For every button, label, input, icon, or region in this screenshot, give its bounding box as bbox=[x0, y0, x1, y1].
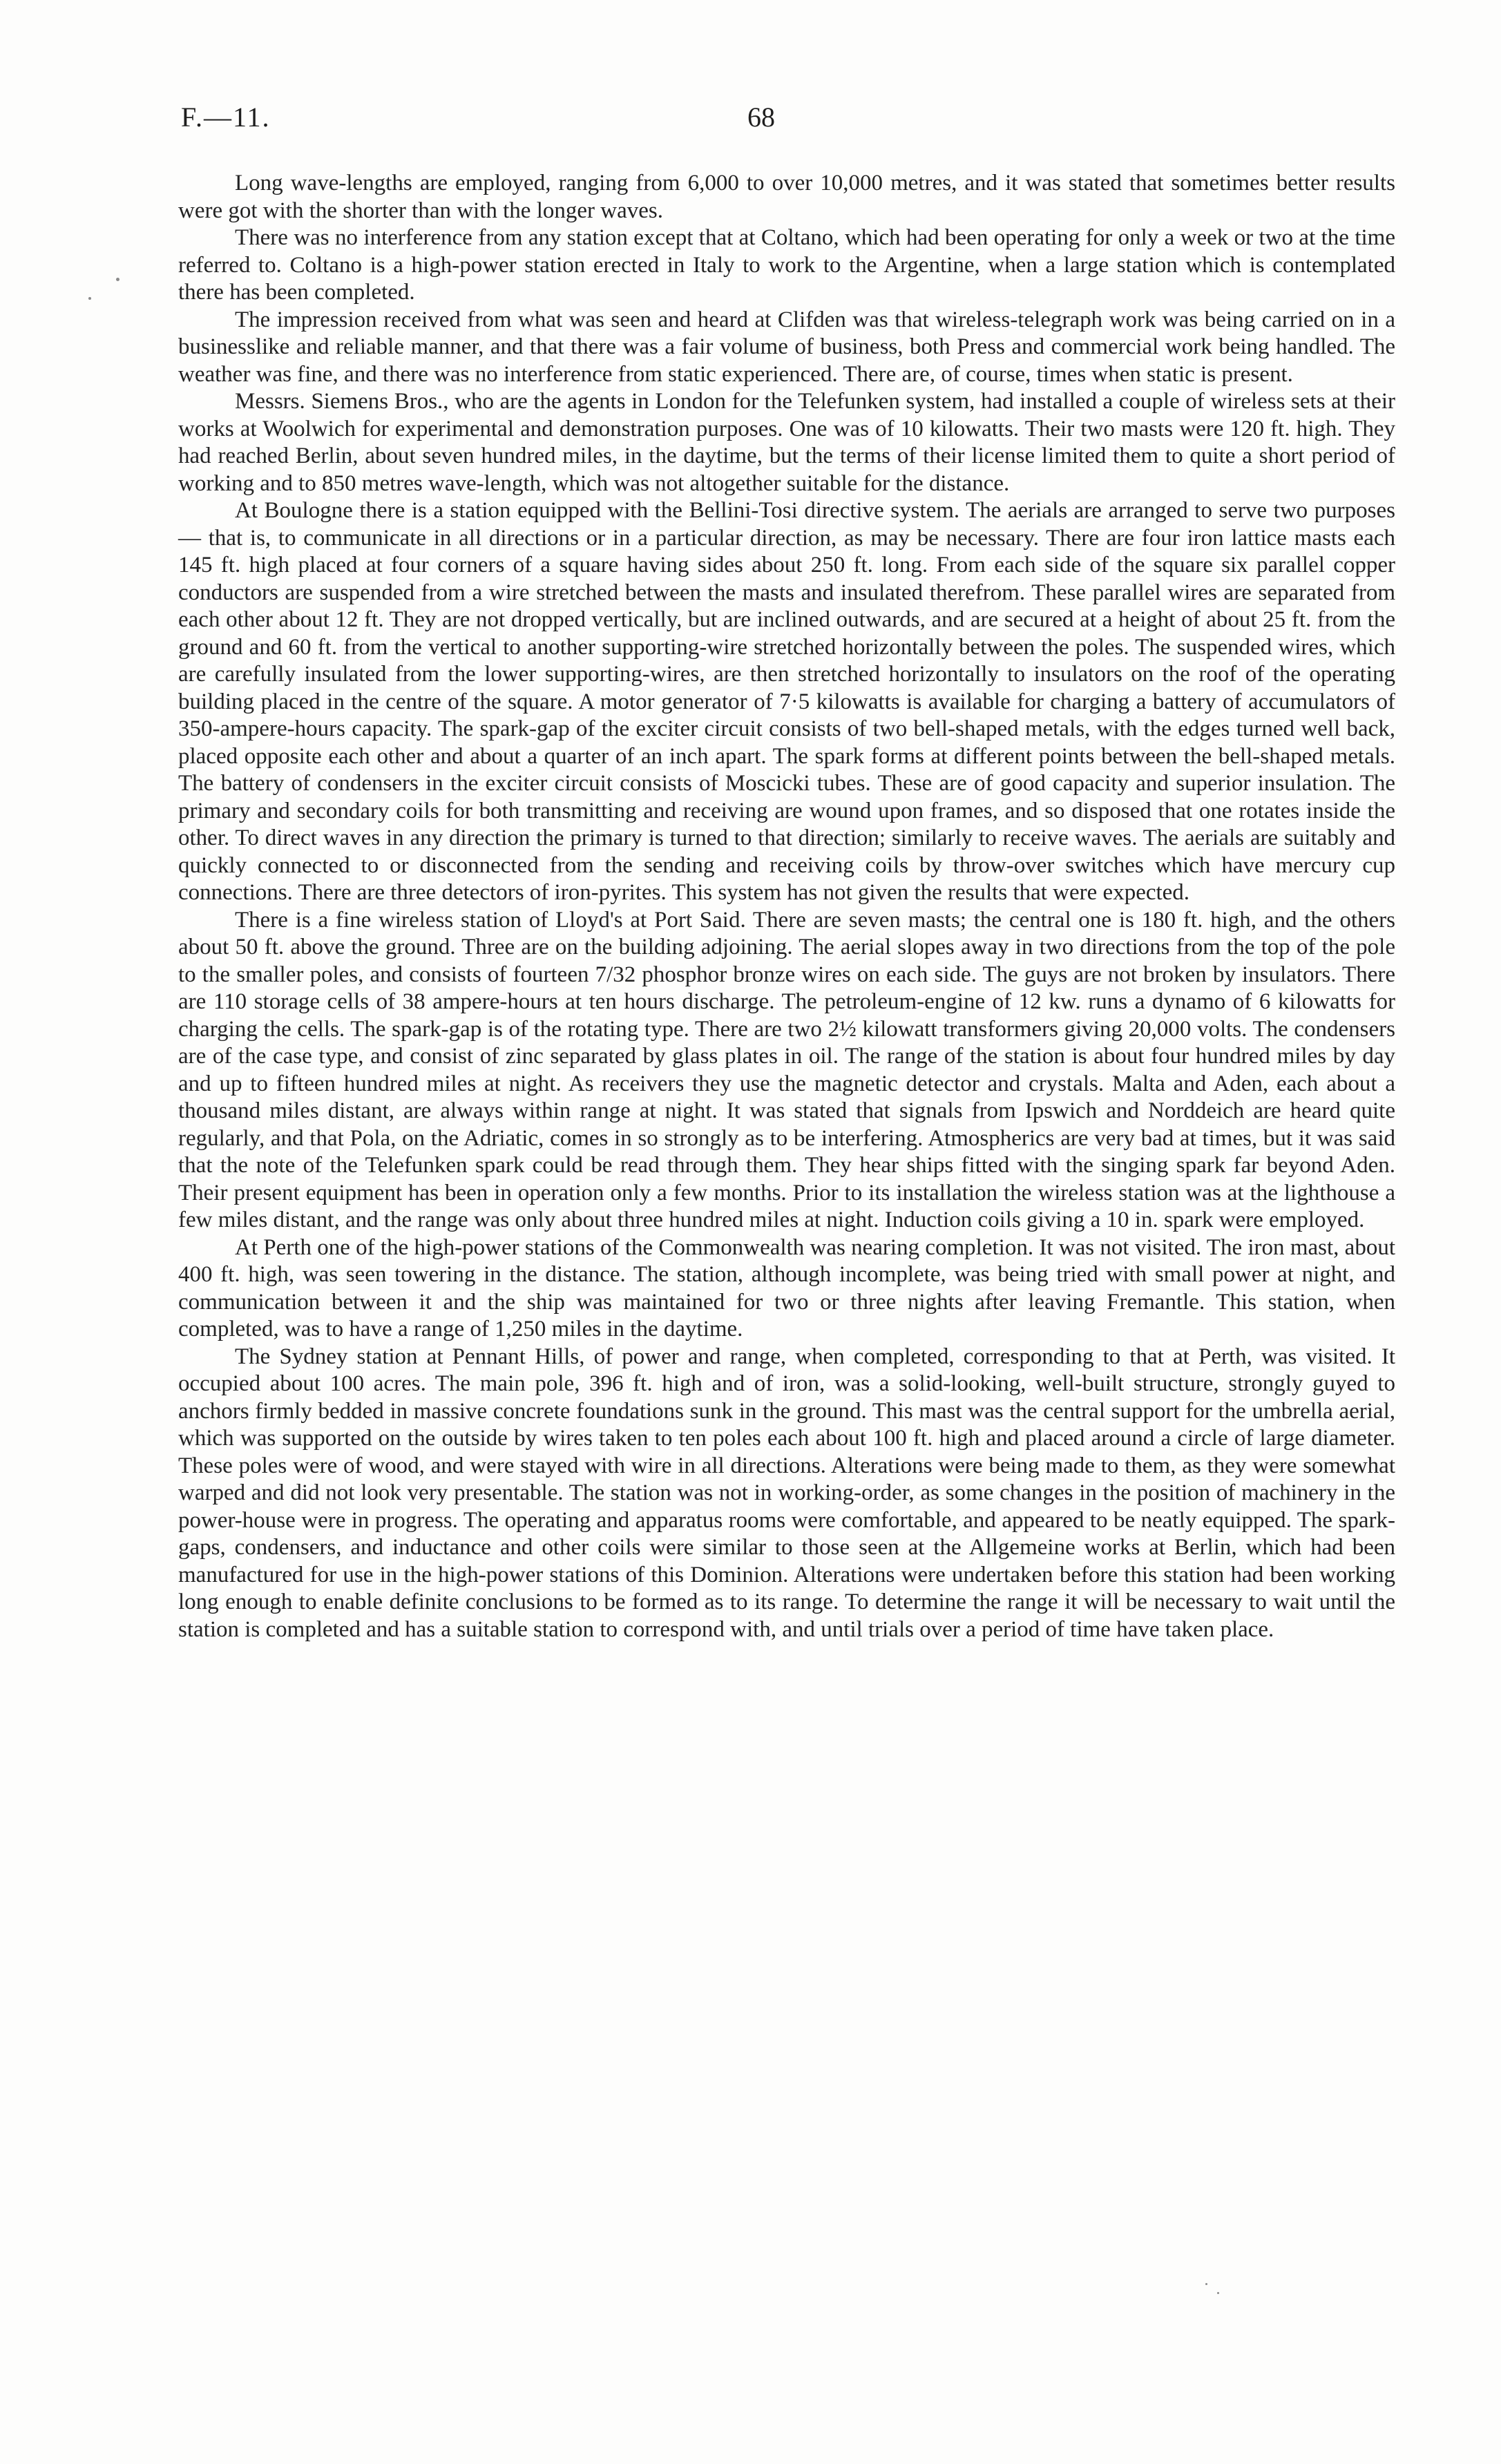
page-number: 68 bbox=[747, 102, 775, 133]
paragraph-coltano: There was no interference from any station except that at Coltano, which had been operating for only a week or two at the time referred to. Coltano is a high-power station erected in Italy to work to the Argentine, when a large station which is contemplated there has been completed. bbox=[178, 225, 1395, 305]
running-head bbox=[181, 101, 1391, 142]
body-text bbox=[178, 170, 1395, 1643]
paragraph-clifden: The impression received from what was seen and heard at Clifden was that wireless-telegraph work was being carried on in a businesslike and reliable manner, and that there was a fair volume of business, both Press and commercial work being handled. The weather was fine, and there was no interference from static experienced. There are, of course, times when static is present. bbox=[178, 307, 1395, 387]
document-reference: F.—11. bbox=[181, 102, 271, 133]
scan-speck bbox=[1217, 2292, 1219, 2294]
paragraph-perth: At Perth one of the high-power stations of the Commonwealth was nearing completion. It was not visited. The iron mast, about 400 ft. high, was seen towering in the distance. The station, although incomplete, was being tried with small power at night, and communication between it and the ship was maintained for two or three nights after leaving Fremantle. This station, when completed, was to have a range of 1,250 miles in the daytime. bbox=[178, 1234, 1395, 1341]
paragraph-wave-lengths: Long wave-lengths are employed, ranging from 6,000 to over 10,000 metres, and it was stated that sometimes better results were got with the shorter than with the longer waves. bbox=[178, 171, 1395, 223]
paragraph-sydney: The Sydney station at Pennant Hills, of power and range, when completed, corresponding to that at Perth, was visited. It occupied about 100 acres. The main pole, 396 ft. high and of iron, was a solid-looking, well-built structure, strongly guyed to anchors firmly bedded in massive concrete foundations sunk in the ground. This mast was the central support for the umbrella aerial, which was supported on the outside by wires taken to ten poles each about 100 ft. high and placed around a circle of large diameter. These poles were of wood, and were stayed with wire in all directions. Alterations were being made to them, as they were somewhat warped and did not look very presentable. The station was not in working-order, as some changes in the position of machinery in the power-house were in progress. The operating and apparatus rooms were comfortable, and appeared to be neatly equipped. The spark-gaps, condensers, and inductance and other coils were similar to those seen at the Allgemeine works at Berlin, which had been manufactured for use in the high-power stations of this Dominion. Alterations were undertaken before this station had been working long enough to enable definite conclusions to be formed as to its range. To determine the range it will be necessary to wait until the station is completed and has a suitable station to correspond with, and until trials over a period of time have taken place. bbox=[178, 1344, 1395, 1642]
paragraph-boulogne: At Boulogne there is a station equipped with the Bellini-Tosi directive system. The aerials are arranged to serve two purposes — that is, to communicate in all directions or in a particular direction, as may be necessary. There are four iron lattice masts each 145 ft. high placed at four corners of a square having sides about 250 ft. long. From each side of the square six parallel copper conductors are suspended from a wire stretched between the masts and insulated therefrom. These parallel wires are separated from each other about 12 ft. They are not dropped vertically, but are inclined outwards, and are secured at a height of about 25 ft. from the ground and 60 ft. from the vertical to another supporting-wire stretched horizontally between the poles. The suspended wires, which are carefully insulated from the lower supporting-wires, are then stretched horizontally to insulators on the roof of the operating building placed in the centre of the square. A motor generator of 7·5 kilowatts is available for charging a battery of accumulators of 350-ampere-hours capacity. The spark-gap of the exciter circuit consists of two bell-shaped metals, with the edges turned well back, placed opposite each other and about a quarter of an inch apart. The spark forms at different points between the bell-shaped metals. The battery of condensers in the exciter circuit consists of Moscicki tubes. These are of good capacity and superior insulation. The primary and secondary coils for both transmitting and receiving are wound upon frames, and so disposed that one rotates inside the other. To direct waves in any direction the primary is turned to that direction; similarly to receive waves. The aerials are suitably and quickly connected to or disconnected from the sending and receiving coils by throw-over switches which have mercury cup connections. There are three detectors of iron-pyrites. This system has not given the results that were expected. bbox=[178, 498, 1395, 905]
scan-speck bbox=[116, 278, 119, 281]
scan-speck bbox=[88, 297, 91, 300]
scan-speck bbox=[1205, 2283, 1207, 2285]
paragraph-port-said: There is a fine wireless station of Lloyd's at Port Said. There are seven masts; the central one is 180 ft. high, and the others about 50 ft. above the ground. Three are on the building adjoining. The aerial slopes away in two directions from the top of the pole to the smaller poles, and consists of fourteen 7/32 phosphor bronze wires on each side. The guys are not broken by insulators. There are 110 storage cells of 38 ampere-hours at ten hours discharge. The petroleum-engine of 12 kw. runs a dynamo of 6 kilowatts for charging the cells. The spark-gap is of the rotating type. There are two 2½ kilowatt transformers giving 20,000 volts. The condensers are of the case type, and consist of zinc separated by glass plates in oil. The range of the station is about four hundred miles by day and up to fifteen hundred miles at night. As receivers they use the magnetic detector and crystals. Malta and Aden, each about a thousand miles distant, are always within range at night. It was stated that signals from Ipswich and Norddeich are heard quite regularly, and that Pola, on the Adriatic, comes in so strongly as to be interfering. Atmospherics are very bad at times, but it was said that the note of the Telefunken spark could be read through them. They hear ships fitted with the singing spark far beyond Aden. Their present equipment has been in operation only a few months. Prior to its installation the wireless station was at the lighthouse a few miles distant, and the range was only about three hundred miles at night. Induction coils giving a 10 in. spark were employed. bbox=[178, 907, 1395, 1232]
paragraph-siemens: Messrs. Siemens Bros., who are the agents in London for the Telefunken system, had installed a couple of wireless sets at their works at Woolwich for experimental and demonstration purposes. One was of 10 kilowatts. Their two masts were 120 ft. high. They had reached Berlin, about seven hundred miles, in the daytime, but the terms of their license limited them to quite a short period of working and to 850 metres wave-length, which was not altogether suitable for the distance. bbox=[178, 389, 1395, 496]
